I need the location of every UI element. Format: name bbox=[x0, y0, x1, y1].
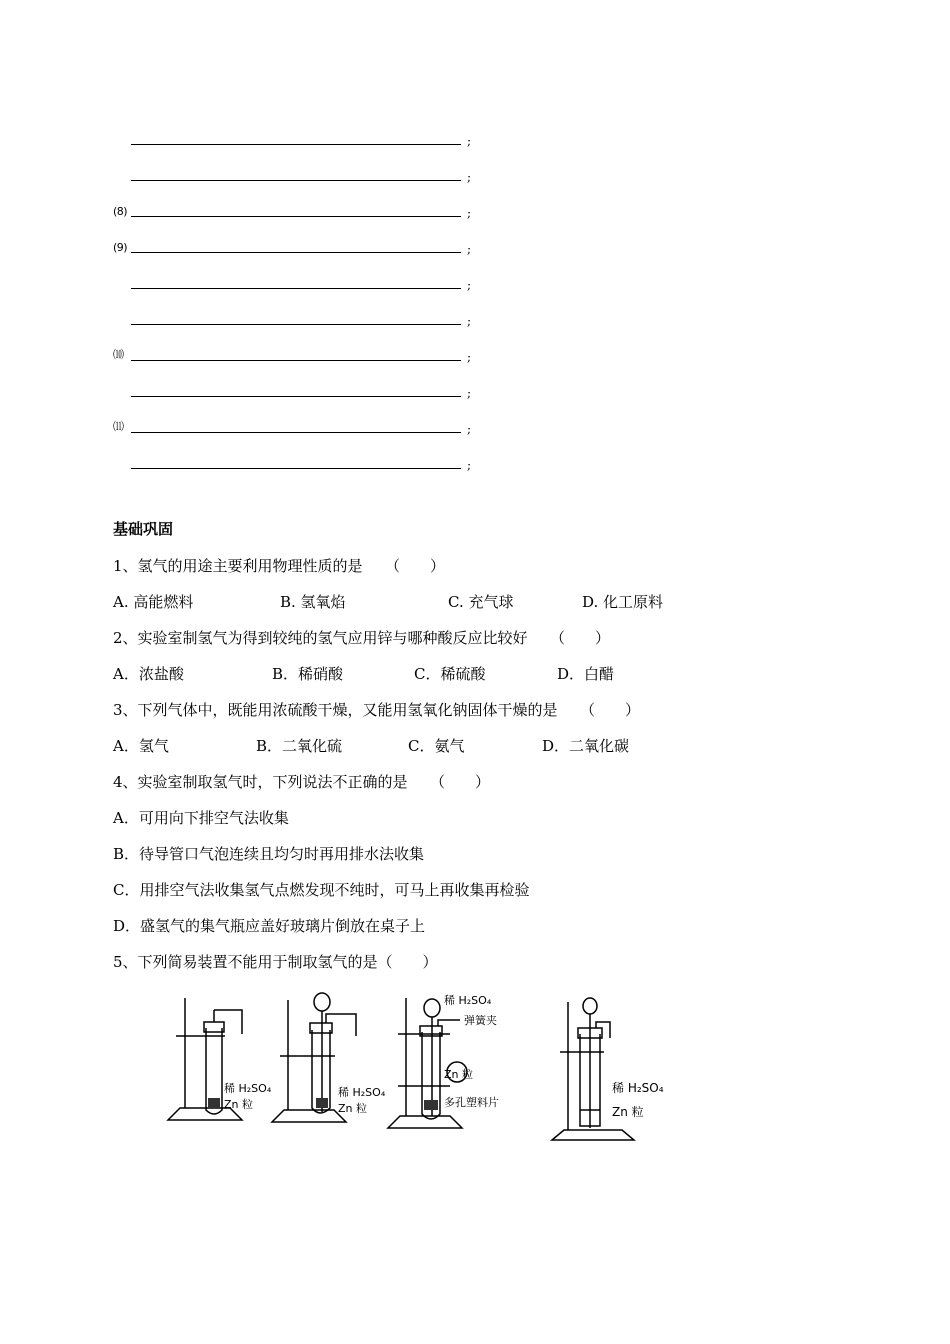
answer-blank-line[interactable] bbox=[113, 416, 473, 436]
semicolon: ; bbox=[467, 386, 472, 400]
answer-blank-line[interactable] bbox=[113, 344, 473, 364]
q1-option-b[interactable]: B. 氢氧焰 bbox=[280, 593, 346, 611]
semicolon: ; bbox=[467, 422, 472, 436]
q3-option-a[interactable]: A．氢气 bbox=[113, 737, 169, 755]
blank-underline bbox=[131, 216, 461, 217]
q4-option-d[interactable]: D．盛氢气的集气瓶应盖好玻璃片倒放在桌子上 bbox=[113, 917, 426, 935]
answer-blank-line[interactable] bbox=[113, 128, 473, 148]
q2-option-a[interactable]: A．浓盐酸 bbox=[113, 665, 184, 683]
q2-option-c[interactable]: C．稀硫酸 bbox=[414, 665, 486, 683]
label-c-plate: 多孔塑料片 bbox=[444, 1096, 499, 1109]
apparatus-drawings bbox=[160, 990, 680, 1150]
question-1: 1、氢气的用途主要利用物理性质的是 （ ） bbox=[113, 557, 446, 575]
answer-blank-line[interactable] bbox=[113, 200, 473, 220]
answer-blank-line[interactable] bbox=[113, 164, 473, 184]
semicolon: ; bbox=[467, 458, 472, 472]
answer-blank-line[interactable] bbox=[113, 380, 473, 400]
semicolon: ; bbox=[467, 242, 472, 256]
q4-option-b[interactable]: B．待导管口气泡连续且均匀时再用排水法收集 bbox=[113, 845, 425, 863]
semicolon: ; bbox=[467, 170, 472, 184]
semicolon: ; bbox=[467, 206, 472, 220]
question-2: 2、实验室制氢气为得到较纯的氢气应用锌与哪种酸反应比较好 （ ） bbox=[113, 629, 611, 647]
blank-number: (9) bbox=[113, 241, 128, 254]
blank-underline bbox=[131, 252, 461, 253]
question-5: 5、下列简易装置不能用于制取氢气的是（ ） bbox=[113, 953, 438, 971]
label-c-zn: Zn 粒 bbox=[444, 1068, 474, 1081]
q2-option-d[interactable]: D．白醋 bbox=[557, 665, 615, 683]
apparatus-figure bbox=[160, 990, 680, 1150]
blank-underline bbox=[131, 468, 461, 469]
q3-option-c[interactable]: C．氨气 bbox=[408, 737, 465, 755]
q1-option-c[interactable]: C. 充气球 bbox=[448, 593, 514, 611]
q3-option-b[interactable]: B．二氧化硫 bbox=[256, 737, 343, 755]
label-c-acid: 稀 H₂SO₄ bbox=[444, 994, 492, 1007]
blank-underline bbox=[131, 288, 461, 289]
blank-number: ⑾ bbox=[113, 420, 124, 433]
label-d-zn: Zn 粒 bbox=[612, 1105, 644, 1119]
semicolon: ; bbox=[467, 134, 472, 148]
semicolon: ; bbox=[467, 314, 472, 328]
answer-blank-line[interactable] bbox=[113, 236, 473, 256]
section-title: 基础巩固 bbox=[113, 520, 174, 538]
question-3: 3、下列气体中，既能用浓硫酸干燥，又能用氢氧化钠固体干燥的是 （ ） bbox=[113, 701, 641, 719]
label-a-acid: 稀 H₂SO₄ bbox=[224, 1082, 272, 1095]
question-4: 4、实验室制取氢气时，下列说法不正确的是 （ ） bbox=[113, 773, 491, 791]
blank-underline bbox=[131, 180, 461, 181]
q4-option-a[interactable]: A．可用向下排空气法收集 bbox=[113, 809, 289, 827]
blank-underline bbox=[131, 144, 461, 145]
q4-option-c[interactable]: C．用排空气法收集氢气点燃发现不纯时，可马上再收集再检验 bbox=[113, 881, 530, 899]
label-b-zn: Zn 粒 bbox=[338, 1102, 368, 1115]
semicolon: ; bbox=[467, 278, 472, 292]
blank-underline bbox=[131, 432, 461, 433]
label-a-zn: Zn 粒 bbox=[224, 1098, 254, 1111]
blank-underline bbox=[131, 324, 461, 325]
label-c-clamp: 弹簧夹 bbox=[464, 1014, 497, 1027]
q1-option-a[interactable]: A. 高能燃料 bbox=[113, 593, 194, 611]
semicolon: ; bbox=[467, 350, 472, 364]
answer-blank-line[interactable] bbox=[113, 272, 473, 292]
q3-option-d[interactable]: D．二氧化碳 bbox=[542, 737, 630, 755]
blank-number: ⑽ bbox=[113, 348, 124, 361]
blank-underline bbox=[131, 396, 461, 397]
label-b-acid: 稀 H₂SO₄ bbox=[338, 1086, 386, 1099]
q2-option-b[interactable]: B．稀硝酸 bbox=[272, 665, 344, 683]
label-d-acid: 稀 H₂SO₄ bbox=[612, 1081, 664, 1095]
q1-option-d[interactable]: D. 化工原料 bbox=[582, 593, 664, 611]
answer-blank-line[interactable] bbox=[113, 452, 473, 472]
blank-number: (8) bbox=[113, 205, 128, 218]
blank-underline bbox=[131, 360, 461, 361]
answer-blank-line[interactable] bbox=[113, 308, 473, 328]
